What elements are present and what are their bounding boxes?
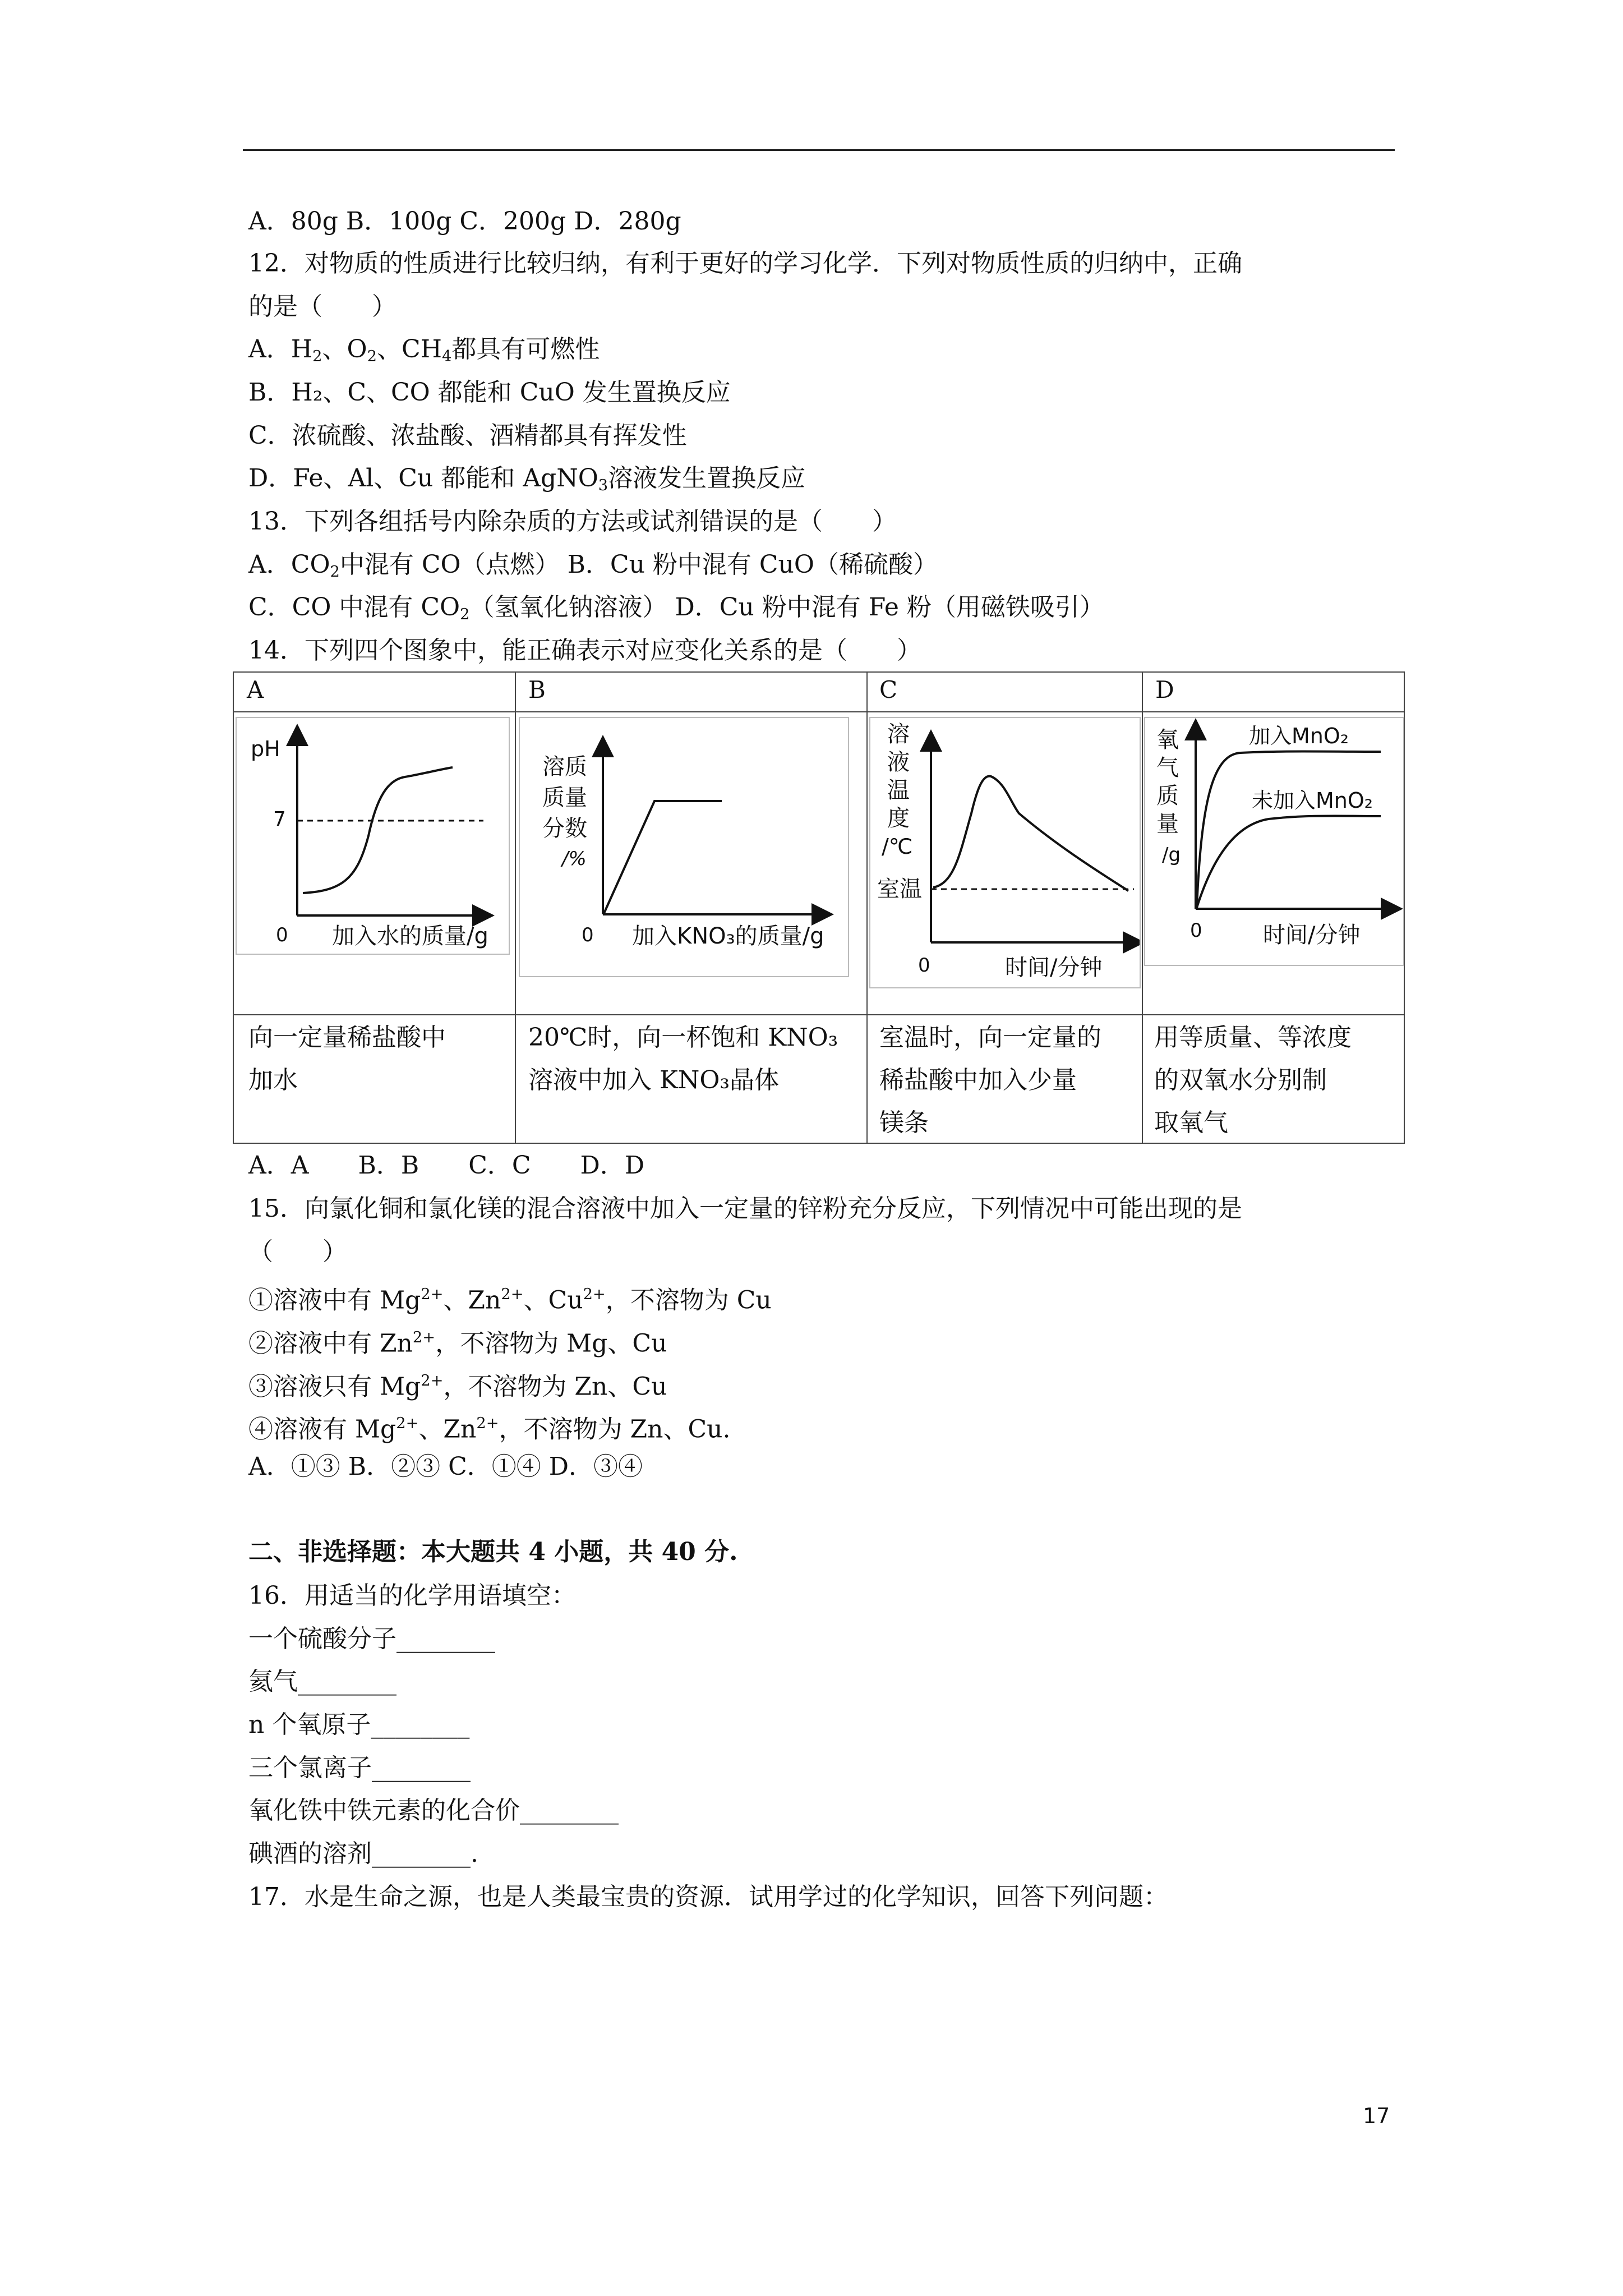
table-border-left [233,671,234,1144]
chart-d-ylabel-5: /g [1162,844,1181,866]
chart-d-ylabel-2: 气 [1156,755,1179,781]
table-border-col3 [1142,671,1143,1144]
q16-stem: 16．用适当的化学用语填空： [248,1581,576,1610]
chart-d-ylabel-1: 氧 [1156,727,1179,753]
q15-stem-line1: 15．向氯化铜和氯化镁的混合溶液中加入一定量的锌粉充分反应，下列情况中可能出现的是 [248,1194,1242,1223]
chart-c-ylabel-5: /℃ [882,834,913,859]
chart-c-curve [933,776,1128,891]
table-border-top [233,671,1405,673]
q16-item: 三个氯离子________ [248,1754,471,1782]
q15-stem-line2: （ ） [248,1237,347,1266]
section2-heading: 二、非选择题：本大题共 4 小题，共 40 分. [248,1538,738,1566]
desc-d: 用等质量、等浓度 的双氧水分别制 取氧气 [1154,1023,1352,1137]
chart-b-origin: 0 [582,924,594,946]
q12-stem-line2: 的是（ ） [248,292,396,321]
table-border-mid [233,1014,1405,1015]
q16-item: 一个硫酸分子________ [248,1625,495,1653]
page-number: 17 [1363,2104,1390,2128]
chart-c-xlabel: 时间/分钟 [1005,955,1103,981]
col-label-c: C [879,676,898,703]
chart-b-ylabel-4: /% [562,848,587,870]
q12-stem-line1: 12．对物质的性质进行比较归纳，有利于更好的学习化学．下列对物质性质的归纳中，正确 [248,249,1242,278]
table-border-col1 [515,671,516,1144]
chart-d-legend-mno2: 加入MnO₂ [1249,724,1349,748]
chart-b [520,718,848,976]
chart-d-series-mno2 [1197,752,1381,908]
chart-d-ylabel-3: 质 [1156,783,1179,809]
q16-item: 碘酒的溶剂________. [248,1839,478,1868]
desc-b: 20℃时，向一杯饱和 KNO₃ 溶液中加入 KNO₃晶体 [528,1023,838,1094]
desc-c: 室温时，向一定量的 稀盐酸中加入少量 镁条 [879,1023,1101,1137]
col-label-b: B [528,676,546,703]
q15-item-1: ①溶液中有 $Mg^{2+}$、$Zn^{2+}$、$Cu^{2+}$，不溶物为 Cu [248,1286,772,1315]
q12-option-d: D．Fe、Al、Cu 都能和 AgNO$_3$溶液发生置换反应 [248,464,806,494]
desc-a: 向一定量稀盐酸中 加水 [248,1023,446,1094]
q15-options: A．①③ B．②③ C．①④ D．③④ [248,1452,643,1481]
chart-d-legend-no-mno2: 未加入MnO₂ [1252,788,1373,813]
chart-d-xlabel: 时间/分钟 [1263,922,1361,948]
chart-d [1145,718,1403,965]
chart-c-origin: 0 [918,954,930,977]
chart-a-xlabel: 加入水的质量/g [332,923,488,949]
chart-d-origin: 0 [1190,919,1202,942]
chart-a-ref-value: 7 [273,808,286,831]
chart-b-curve [604,801,722,913]
chart-c-ylabel-3: 温 [887,777,910,803]
q15-item-4: ④溶液有 $Mg^{2+}$、$Zn^{2+}$，不溶物为 Zn、Cu. [248,1415,731,1444]
chart-c-ylabel-4: 度 [887,806,910,831]
chart-c [870,718,1140,987]
col-label-d: D [1155,676,1174,703]
chart-a-origin: 0 [276,924,288,946]
q11-options: A．80g B．100g C．200g D．280g [248,207,681,236]
header-rule [243,149,1395,151]
chart-c-ylabel-1: 溶 [887,721,910,747]
chart-a-curve [303,767,453,893]
table-border-col2 [866,671,868,1144]
chart-a-ylabel: pH [251,737,280,761]
chart-b-ylabel-2: 质量 [542,785,587,811]
q16-item: 氧化铁中铁元素的化合价________ [248,1796,619,1825]
chart-c-frame [869,717,1141,988]
q12-option-b: B．H₂、C、CO 都能和 CuO 发生置换反应 [248,378,731,407]
chart-d-ylabel-4: 量 [1156,811,1179,837]
q16-item: n 个氧原子________ [248,1710,470,1739]
chart-b-frame [519,717,849,977]
q15-item-2: ②溶液中有 $Zn^{2+}$，不溶物为 Mg、Cu [248,1329,667,1358]
chart-b-ylabel-3: 分数 [542,816,587,841]
chart-a-frame [236,717,510,955]
q12-option-a: A．$H_2$、$O_2$、$CH_4$都具有可燃性 [248,335,600,365]
chart-b-xlabel: 加入KNO₃的质量/g [632,923,824,949]
q13-options-cd: C．CO 中混有 $CO_2$（氢氧化钠溶液） D．Cu 粉中混有 Fe 粉（用磁铁吸引） [248,593,1104,623]
q12-option-c: C．浓硫酸、浓盐酸、酒精都具有挥发性 [248,421,687,450]
q13-options-ab: A．$CO_2$中混有 CO（点燃） B．Cu 粉中混有 CuO（稀硫酸） [248,550,938,581]
chart-d-frame [1144,717,1404,966]
q14-stem: 14．下列四个图象中，能正确表示对应变化关系的是（ ） [248,636,921,665]
q16-item: 氦气________ [248,1667,396,1696]
chart-d-series-no-mno2 [1197,816,1381,908]
chart-a [237,718,509,954]
chart-c-ylabel-2: 液 [887,749,910,775]
col-label-a: A [247,676,264,703]
q17-stem: 17．水是生命之源，也是人类最宝贵的资源．试用学过的化学知识，回答下列问题： [248,1883,1168,1911]
q14-options: A．A B．B C．C D．D [248,1151,645,1180]
chart-c-ref-label: 室温 [877,876,922,902]
chart-b-ylabel-1: 溶质 [542,754,587,780]
table-border-header [233,711,1405,712]
q15-item-3: ③溶液只有 $Mg^{2+}$，不溶物为 Zn、Cu [248,1372,667,1401]
q13-stem: 13．下列各组括号内除杂质的方法或试剂错误的是（ ） [248,507,897,536]
